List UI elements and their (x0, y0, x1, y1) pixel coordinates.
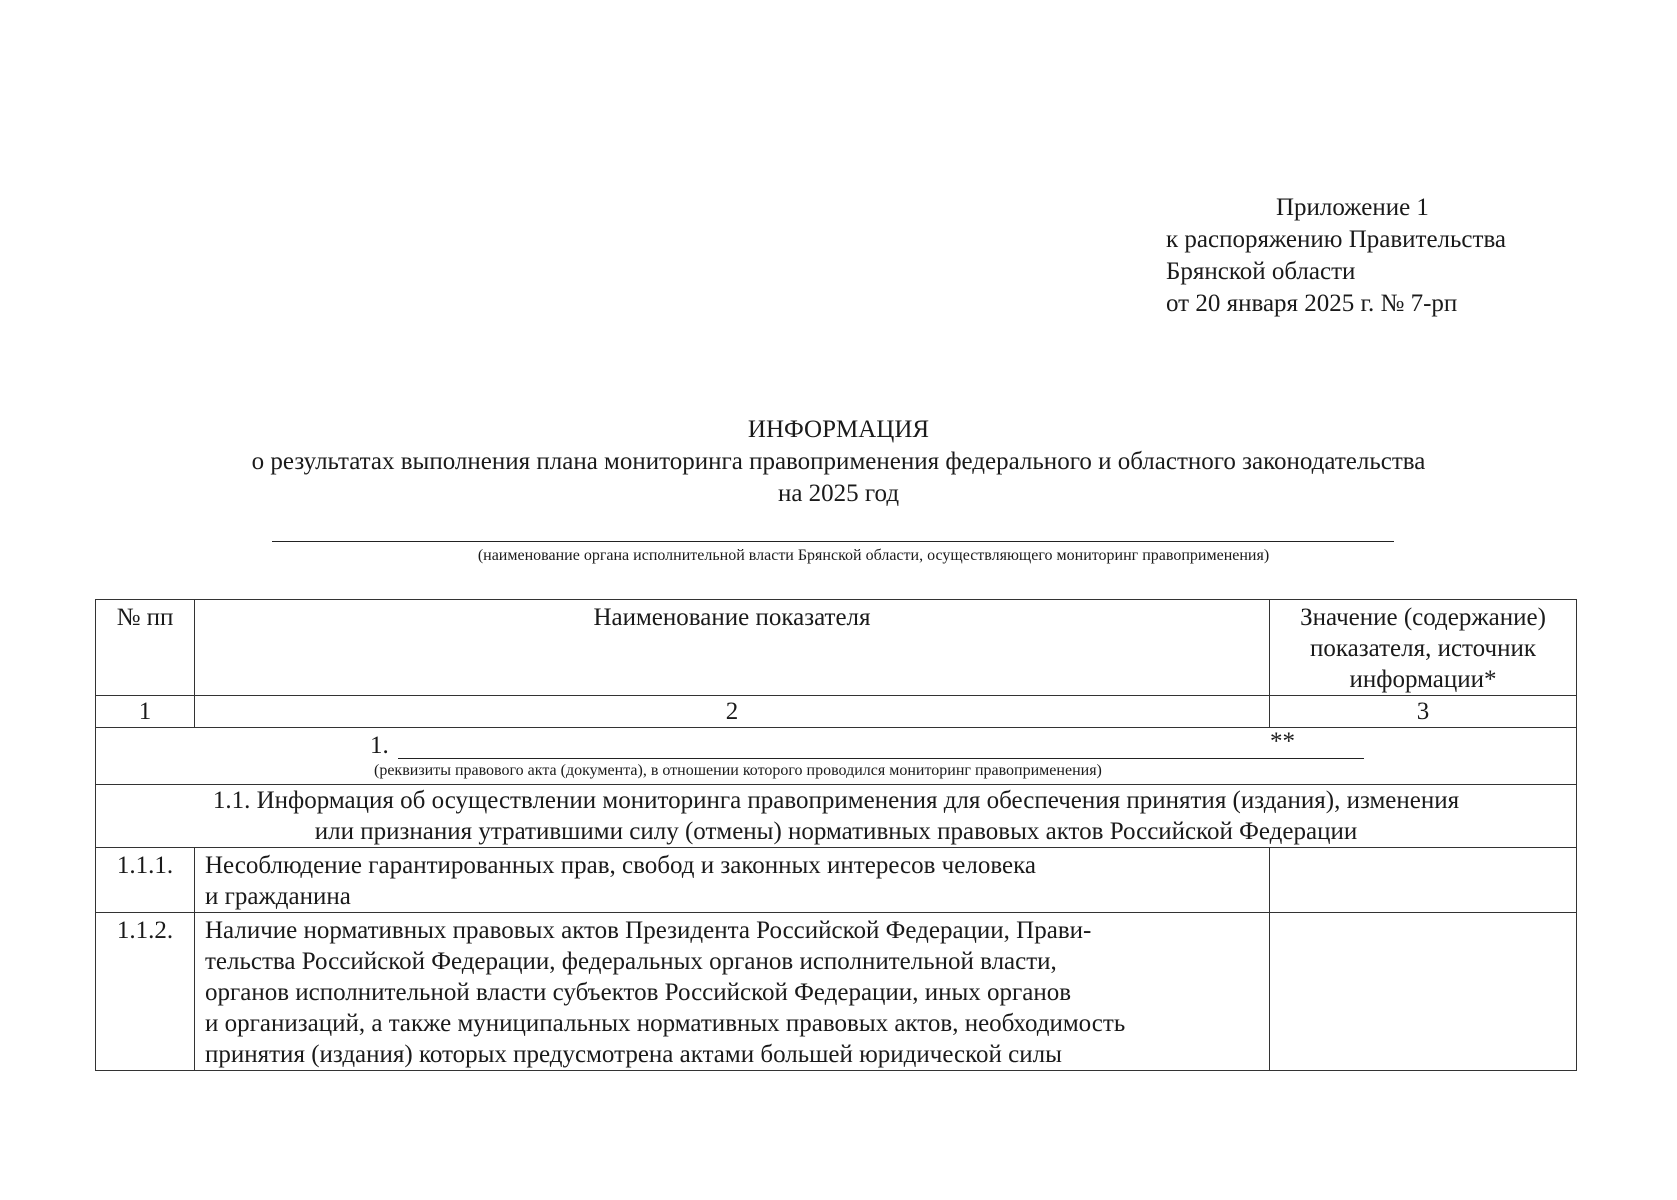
row-indicator-line: и организаций, а также муниципальных нормативных правовых актов, необходимость (205, 1010, 1126, 1037)
indicators-table (95, 599, 1577, 1071)
annex-line-2: к распоряжению Правительства (1166, 226, 1507, 253)
act-row (96, 728, 1577, 785)
row-number: 1.1.2. (96, 913, 195, 1071)
table-header-row (96, 600, 1577, 696)
row-indicator-line: Несоблюдение гарантированных прав, свобод и законных интересов человека (205, 852, 1036, 879)
table-row (96, 913, 1577, 1071)
title-heading: ИНФОРМАЦИЯ (747, 416, 930, 443)
act-stars: ** (1270, 728, 1295, 755)
act-fill-line (398, 758, 1364, 759)
column-number-1: 1 (96, 696, 195, 728)
row-indicator (195, 848, 1270, 913)
row-value (1270, 913, 1577, 1071)
document-title (0, 414, 1677, 510)
header-col-value-line-3: информации* (1349, 666, 1497, 693)
act-cell (96, 728, 1577, 785)
annex-line-4: от 20 января 2025 г. № 7-рп (1166, 290, 1458, 317)
row-indicator-line: Наличие нормативных правовых актов Президента Российской Федерации, Прави- (205, 917, 1092, 944)
column-number-3: 3 (1270, 696, 1577, 728)
column-numbers-row (96, 696, 1577, 728)
annex-block (1166, 192, 1506, 320)
header-col-value-line-2: показателя, источник (1310, 635, 1536, 662)
section-row (96, 785, 1577, 848)
act-caption: (реквизиты правового акта (документа), в отношении которого проводился мониторинг правоприменения) (374, 762, 1102, 779)
title-line-3: на 2025 год (777, 480, 900, 507)
header-col-value-line-1: Значение (содержание) (1300, 604, 1546, 631)
org-caption: (наименование органа исполнительной власти Брянской области, осуществляющего мониторинг правоприменения) (477, 547, 1270, 564)
header-col-name: Наименование показателя (195, 600, 1270, 696)
row-number: 1.1.1. (96, 848, 195, 913)
annex-line-1: Приложение 1 (1276, 194, 1429, 221)
annex-line-3: Брянской области (1166, 258, 1356, 285)
row-indicator-line: принятия (издания) которых предусмотрена актами большей юридической силы (205, 1041, 1062, 1068)
row-indicator-line: органов исполнительной власти субъектов Российской Федерации, иных органов (205, 979, 1072, 1006)
act-number: 1. (370, 732, 389, 759)
row-indicator (195, 913, 1270, 1071)
header-col-number: № пп (96, 600, 195, 696)
row-indicator-line: и гражданина (205, 883, 351, 910)
section-line-1: 1.1. Информация об осуществлении мониторинга правоприменения для обеспечения принятия (издания), изменения (212, 787, 1460, 814)
row-value (1270, 848, 1577, 913)
title-line-2: о результатах выполнения плана мониторинга правоприменения федерального и областного законодательства (251, 448, 1426, 475)
org-name-line (272, 541, 1394, 542)
section-line-2: или признания утратившими силу (отмены) нормативных правовых актов Российской Федерации (314, 818, 1358, 845)
header-col-value (1270, 600, 1577, 696)
row-indicator-line: тельства Российской Федерации, федеральных органов исполнительной власти, (205, 948, 1057, 975)
table-row (96, 848, 1577, 913)
section-cell (96, 785, 1577, 848)
column-number-2: 2 (195, 696, 1270, 728)
